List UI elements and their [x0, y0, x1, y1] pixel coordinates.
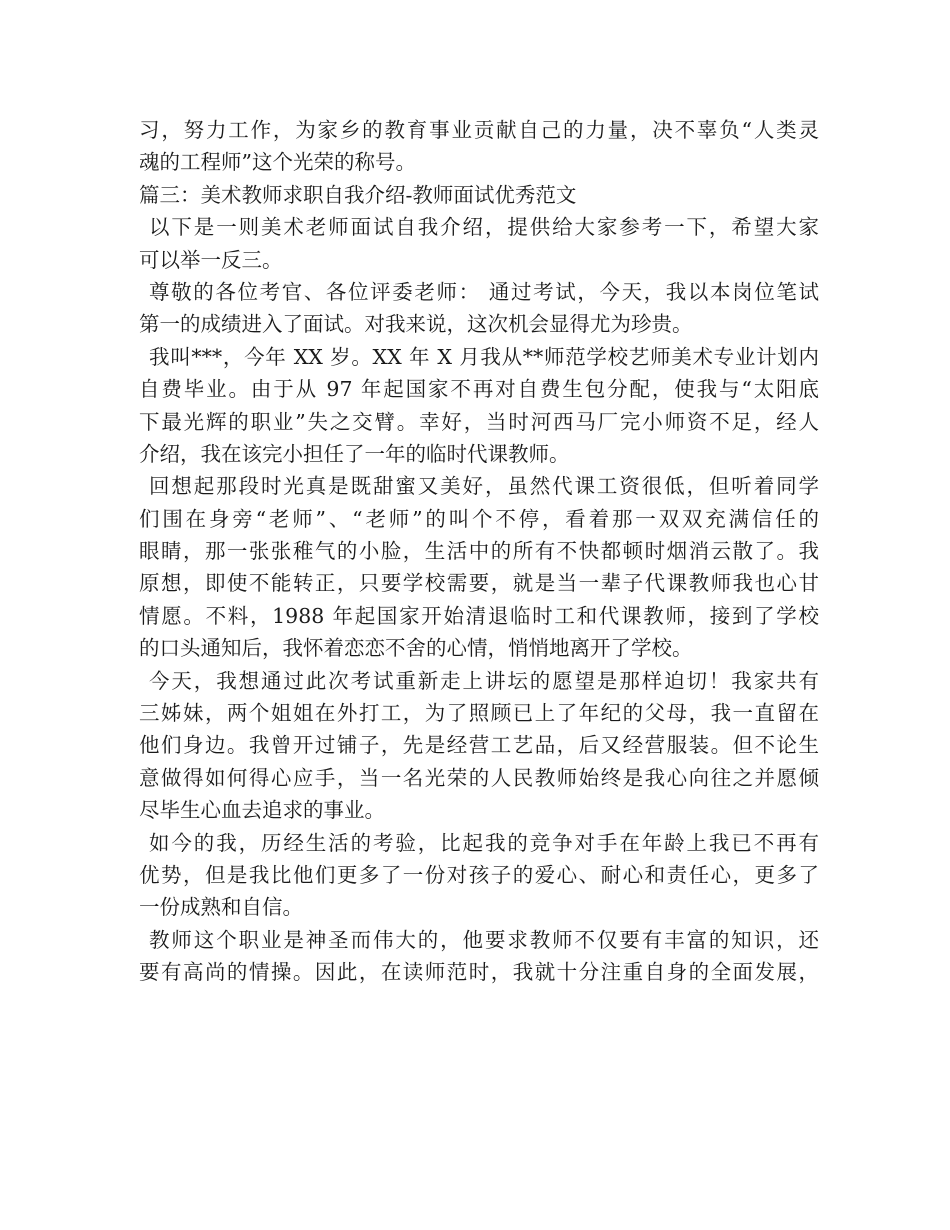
- text-line: 一份成熟和自信。: [139, 895, 303, 920]
- paragraph-first-line: 教师这个职业是神圣而伟大的，他要求教师不仅要有丰富的知识，还: [149, 927, 819, 952]
- text-line: 意做得如何得心应手，当一名光荣的人民教师始终是我心向往之并愿倾: [139, 765, 819, 790]
- text-line: 介绍，我在该完小担任了一年的临时代课教师。: [139, 441, 570, 466]
- text-line: 优势，但是我比他们更多了一份对孩子的爱心、耐心和责任心，更多了: [139, 862, 819, 887]
- text-line: 三姊妹，两个姐姐在外打工，为了照顾已上了年纪的父母，我一直留在: [139, 701, 819, 726]
- text-line: 他们身边。我曾开过铺子，先是经营工艺品，后又经营服装。但不论生: [139, 733, 819, 758]
- text-line: 要有高尚的情操。因此，在读师范时，我就十分注重自身的全面发展，: [139, 960, 819, 985]
- text-line: 尽毕生心血去追求的事业。: [139, 798, 385, 823]
- paragraph-first-line: 今天，我想通过此次考试重新走上讲坛的愿望是那样迫切！我家共有: [149, 668, 819, 693]
- text-line: 第一的成绩进入了面试。对我来说，这次机会显得尤为珍贵。: [139, 312, 693, 337]
- paragraph-first-line: 如今的我，历经生活的考验，比起我的竞争对手在年龄上我已不再有: [149, 830, 819, 855]
- paragraph-first-line: 尊敬的各位考官、各位评委老师： 通过考试，今天，我以本岗位笔试: [149, 279, 819, 304]
- text-line: 自费毕业。由于从 97 年起国家不再对自费生包分配，使我与“太阳底: [139, 377, 819, 402]
- section-heading: 篇三：美术教师求职自我介绍-教师面试优秀范文: [139, 182, 577, 207]
- text-line: 情愿。不料，1988 年起国家开始清退临时工和代课教师，接到了学校: [139, 603, 819, 628]
- text-line: 可以举一反三。: [139, 247, 283, 272]
- text-line: 魂的工程师”这个光荣的称号。: [139, 150, 416, 175]
- text-line: 眼睛，那一张张稚气的小脸，生活中的所有不快都顿时烟消云散了。我: [139, 539, 819, 564]
- text-line: 们围在身旁“老师”、“老师”的叫个不停，看着那一双双充满信任的: [139, 506, 819, 531]
- paragraph-first-line: 我叫***，今年 XX 岁。XX 年 X 月我从**师范学校艺师美术专业计划内: [149, 344, 819, 369]
- text-line: 原想，即使不能转正，只要学校需要，就是当一辈子代课教师我也心甘: [139, 571, 819, 596]
- text-line: 下最光辉的职业”失之交臂。幸好，当时河西马厂完小师资不足，经人: [139, 409, 819, 434]
- document-body: [139, 114, 819, 989]
- paragraph-first-line: 回想起那段时光真是既甜蜜又美好，虽然代课工资很低，但听着同学: [149, 474, 819, 499]
- paragraph-first-line: 以下是一则美术老师面试自我介绍，提供给大家参考一下，希望大家: [149, 215, 819, 240]
- text-line: 的口头通知后，我怀着恋恋不舍的心情，悄悄地离开了学校。: [139, 636, 693, 661]
- text-line: 习，努力工作，为家乡的教育事业贡献自己的力量，决不辜负“人类灵: [139, 118, 819, 142]
